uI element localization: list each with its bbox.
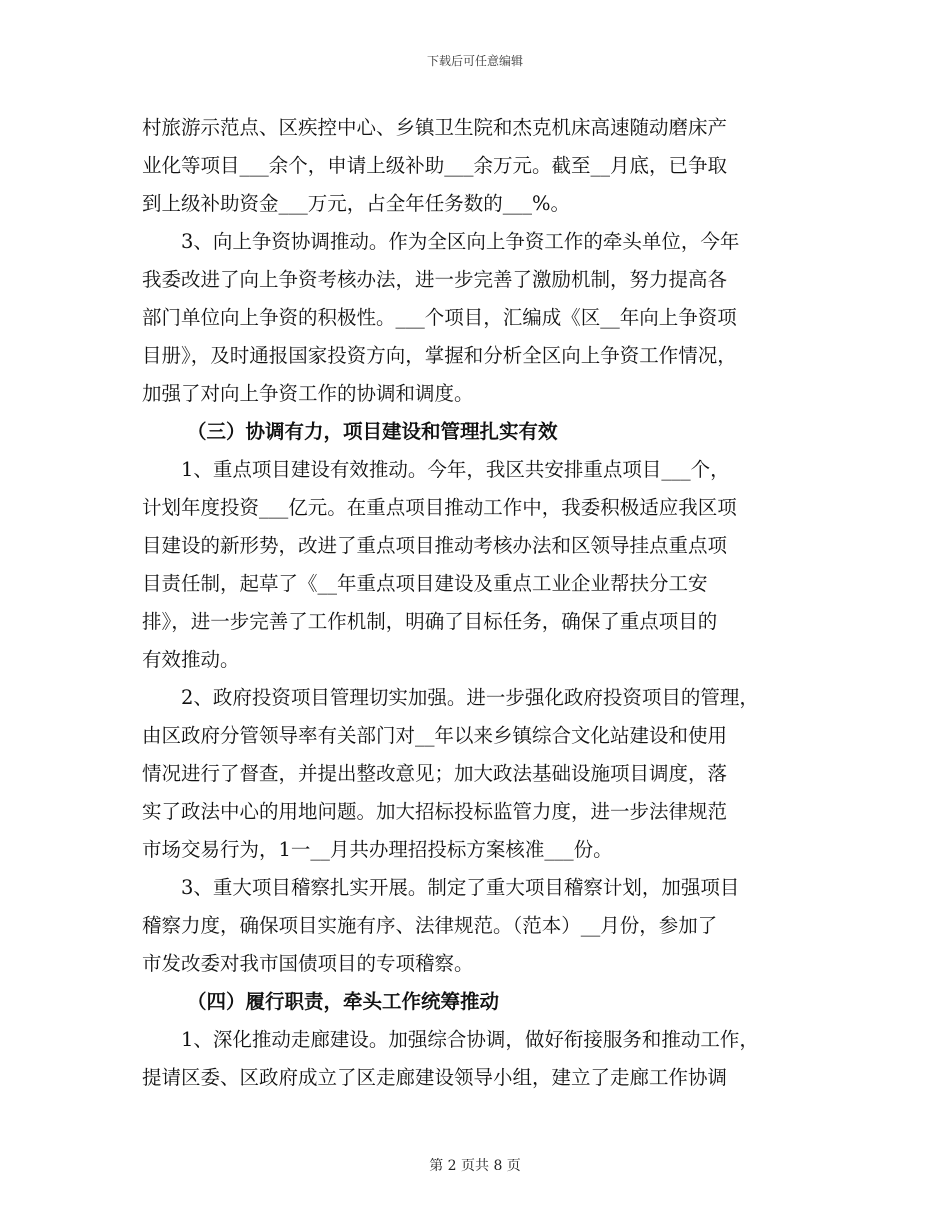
document-body bbox=[142, 109, 812, 1097]
section-heading: （四）履行职责，牵头工作统筹推动 bbox=[187, 990, 500, 1013]
section-heading: （三）协调有力，项目建设和管理扎实有效 bbox=[187, 420, 558, 443]
text-line: 实了政法中心的用地问题。加大招标投标监管力度，进一步法律规范 bbox=[142, 800, 728, 823]
text-line: 稽察力度，确保项目实施有序、法律规范。（范本）__月份，参加了 bbox=[142, 914, 718, 937]
text-line: 目建设的新形势，改进了重点项目推动考核办法和区领导挂点重点项 bbox=[142, 534, 728, 557]
text-line: 到上级补助资金___万元，占全年任务数的___%。 bbox=[142, 192, 571, 215]
text-line: 目册》，及时通报国家投资方向，掌握和分析全区向上争资工作情况， bbox=[142, 344, 737, 367]
text-line: 由区政府分管领导率有关部门对__年以来乡镇综合文化站建设和使用 bbox=[142, 724, 728, 747]
text-line: 市发改委对我市国债项目的专项稽察。 bbox=[142, 952, 474, 975]
text-line: 3、重大项目稽察扎实开展。制定了重大项目稽察计划，加强项目 bbox=[181, 876, 740, 899]
text-line: 排》，进一步完善了工作机制，明确了目标任务，确保了重点项目的 bbox=[142, 610, 718, 633]
page-header: 下载后可任意编辑 bbox=[426, 54, 523, 68]
text-line: 提请区委、区政府成立了区走廊建设领导小组，建立了走廊工作协调 bbox=[142, 1066, 728, 1089]
text-line: 部门单位向上争资的积极性。___个项目，汇编成《区__年向上争资项 bbox=[142, 306, 737, 329]
text-line: 计划年度投资___亿元。在重点项目推动工作中，我委积极适应我区项 bbox=[142, 496, 737, 519]
text-line: 1、深化推动走廊建设。加强综合协调，做好衔接服务和推动工作， bbox=[181, 1028, 759, 1051]
text-line: 有效推动。 bbox=[142, 648, 240, 671]
text-line: 村旅游示范点、区疾控中心、乡镇卫生院和杰克机床高速随动磨床产 bbox=[142, 116, 728, 139]
text-line: 情况进行了督查，并提出整改意见；加大政法基础设施项目调度，落 bbox=[142, 762, 728, 785]
page-number-footer: 第 2 页共 8 页 bbox=[429, 1158, 521, 1174]
text-line: 目责任制，起草了《__年重点项目建设及重点工业企业帮扶分工安 bbox=[142, 572, 708, 595]
text-line: 加强了对向上争资工作的协调和调度。 bbox=[142, 382, 474, 405]
text-line: 市场交易行为，1一__月共办理招投标方案核准___份。 bbox=[142, 838, 613, 861]
text-line: 2、政府投资项目管理切实加强。进一步强化政府投资项目的管理， bbox=[181, 686, 759, 709]
text-line: 3、向上争资协调推动。作为全区向上争资工作的牵头单位，今年 bbox=[181, 230, 740, 253]
text-line: 1、重点项目建设有效推动。今年，我区共安排重点项目___个， bbox=[181, 458, 730, 481]
text-line: 我委改进了向上争资考核办法，进一步完善了激励机制，努力提高各 bbox=[142, 268, 728, 291]
text-line: 业化等项目___余个，申请上级补助___余万元。截至__月底，已争取 bbox=[142, 154, 728, 177]
